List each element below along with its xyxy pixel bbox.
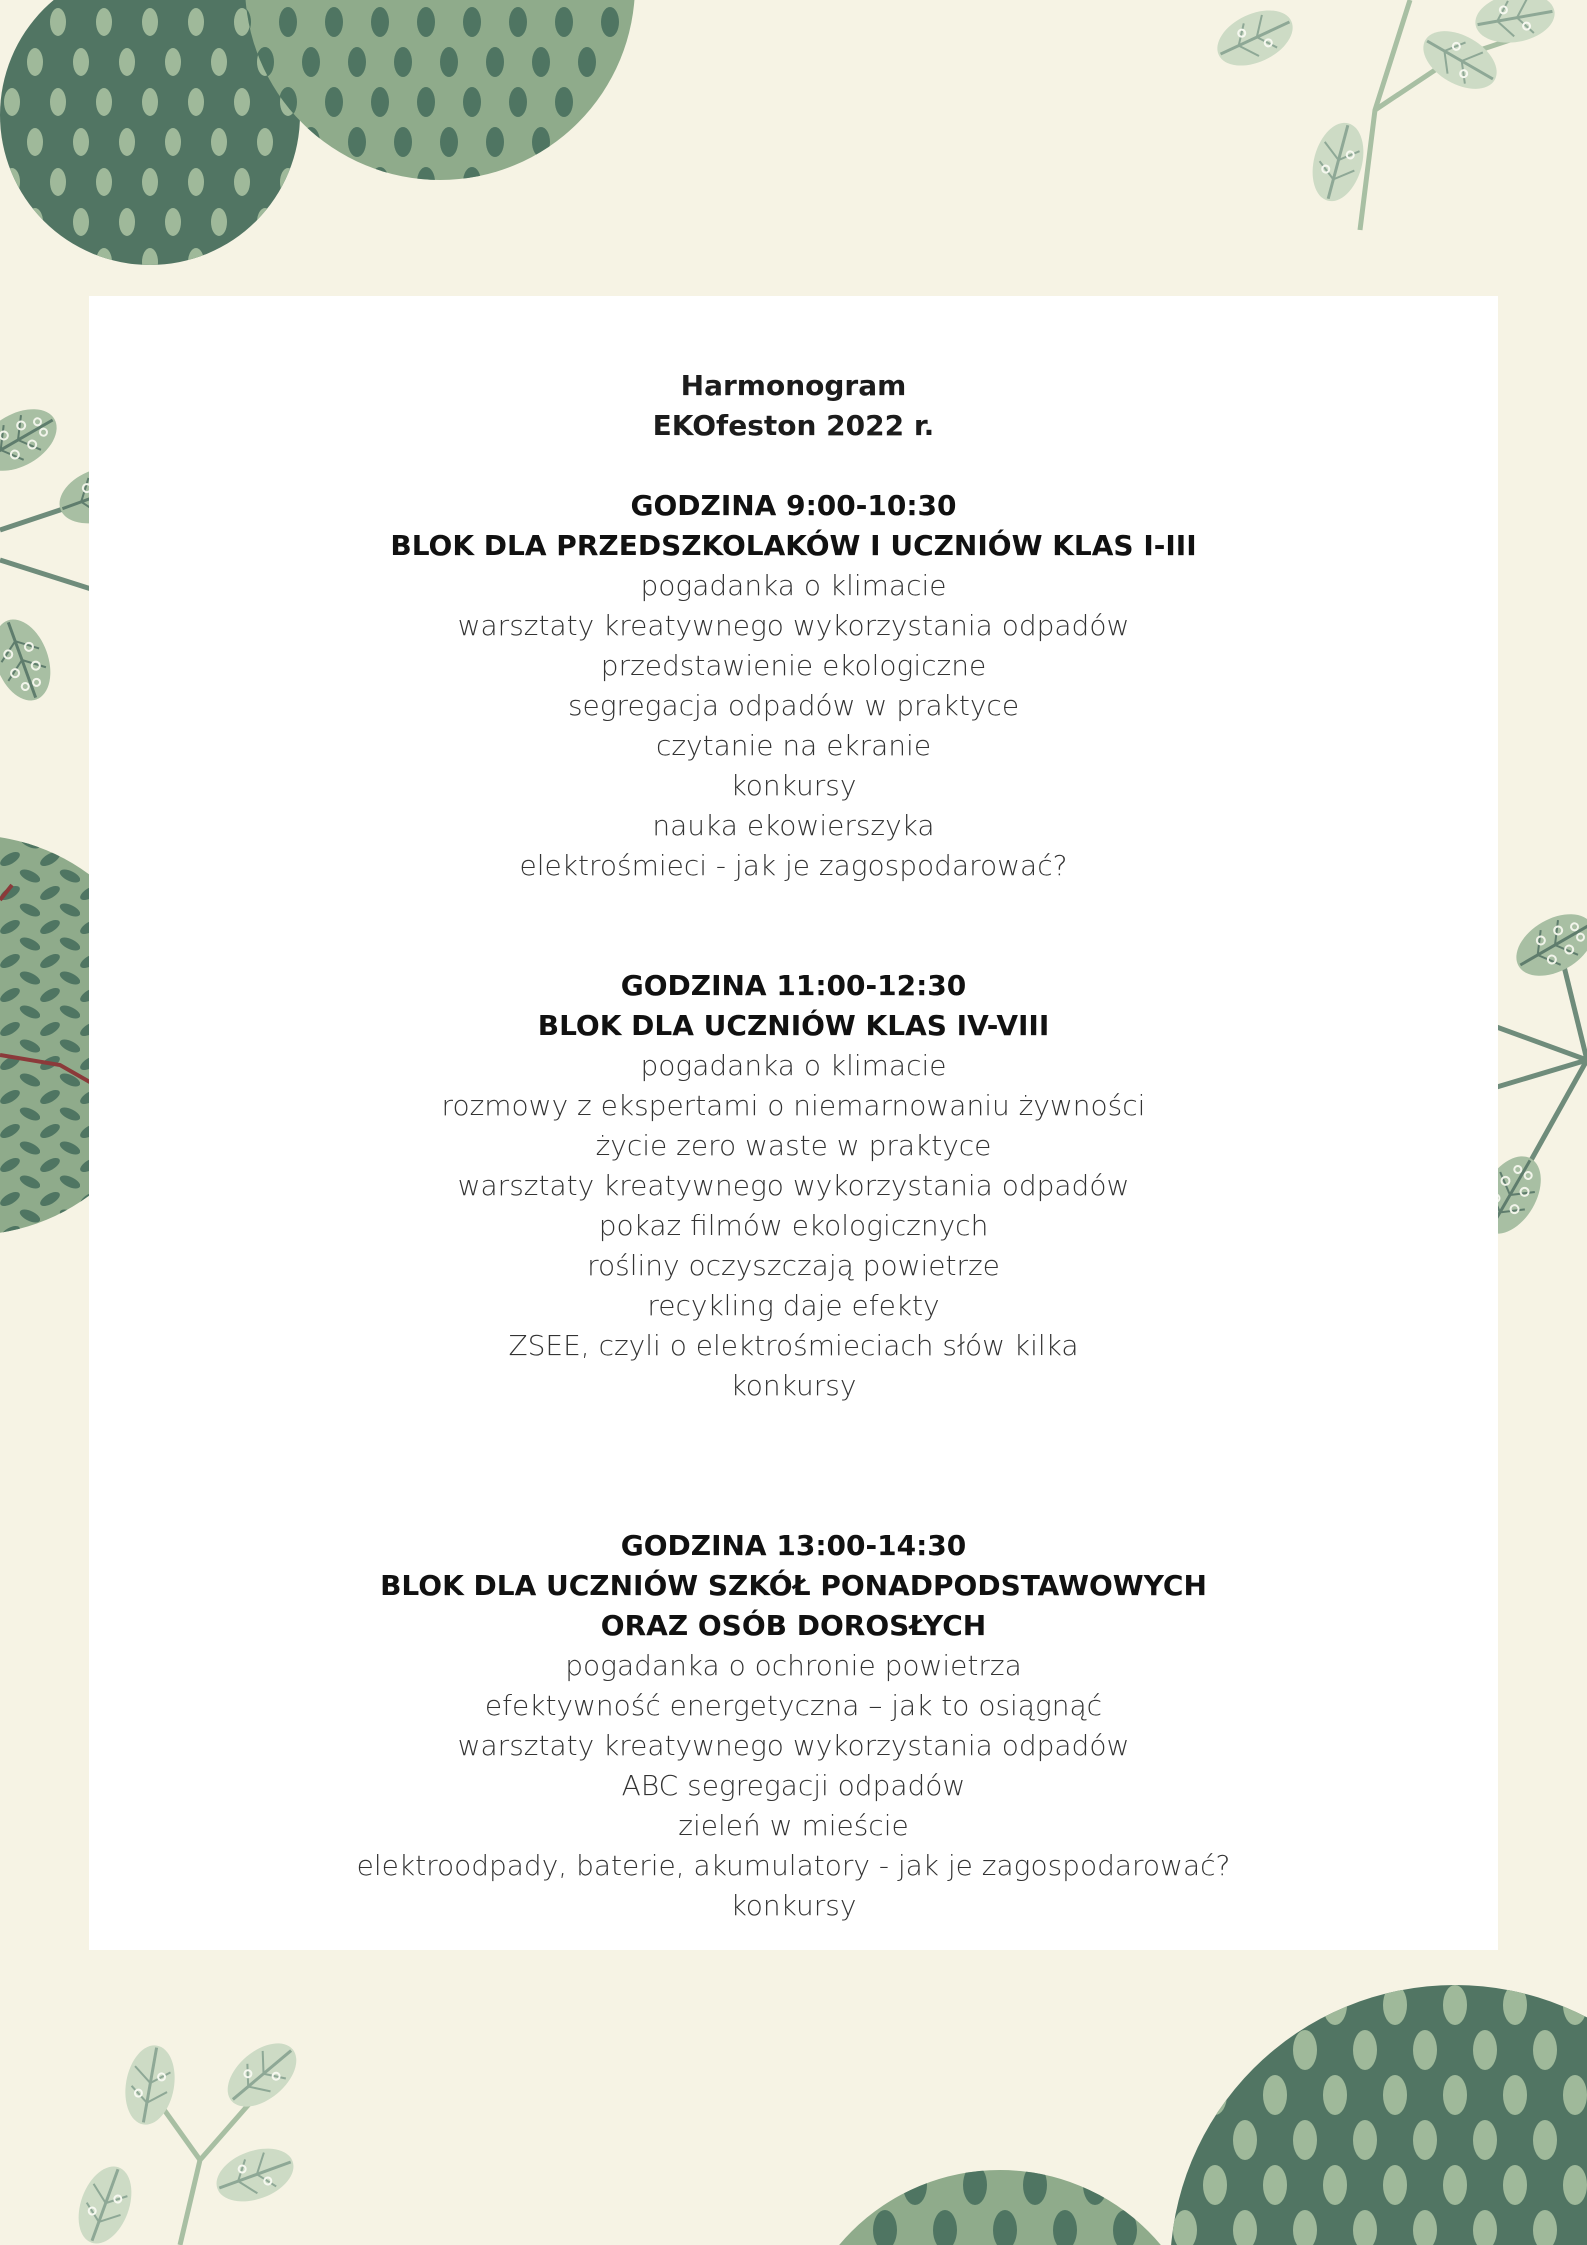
block-time: GODZINA 13:00-14:30 — [620, 1529, 967, 1562]
block-title: BLOK DLA UCZNIÓW SZKÓŁ PONADPODSTAWOWYCH — [380, 1569, 1207, 1602]
list-item: ABC segregacji odpadów — [621, 1769, 966, 1802]
document-title: Harmonogram — [680, 369, 907, 402]
leaf-branch-icon — [69, 2031, 308, 2245]
list-item: pogadanka o klimacie — [640, 569, 947, 602]
list-item: warsztaty kreatywnego wykorzystania odpadów — [457, 1169, 1130, 1202]
list-item: warsztaty kreatywnego wykorzystania odpadów — [457, 1729, 1130, 1762]
block-time: GODZINA 9:00-10:30 — [630, 489, 957, 522]
list-item: rozmowy z ekspertami o niemarnowaniu żywności — [441, 1089, 1146, 1122]
list-item: ZSEE, czyli o elektrośmieciach słów kilka — [508, 1329, 1079, 1362]
schedule-block-2 — [89, 966, 1498, 1406]
schedule-block-1 — [89, 486, 1498, 886]
list-item: recykling daje efekty — [647, 1289, 940, 1322]
list-item: czytanie na ekranie — [655, 729, 932, 762]
list-item: rośliny oczyszczają powietrze — [587, 1249, 1000, 1282]
list-item: życie zero waste w praktyce — [595, 1129, 992, 1162]
block-time: GODZINA 11:00-12:30 — [620, 969, 967, 1002]
list-item: elektrośmieci - jak je zagospodarować? — [519, 849, 1068, 882]
list-item: elektroodpady, baterie, akumulatory - jak je zagospodarować? — [356, 1849, 1231, 1882]
list-item: zieleń w mieście — [678, 1809, 909, 1842]
list-item: efektywność energetyczna – jak to osiągnąć — [484, 1689, 1103, 1722]
schedule-block-3 — [89, 1526, 1498, 1926]
block-title-continued: ORAZ OSÓB DOROSŁYCH — [600, 1609, 987, 1642]
list-item: warsztaty kreatywnego wykorzystania odpadów — [457, 609, 1130, 642]
list-item: pogadanka o klimacie — [640, 1049, 947, 1082]
list-item: pokaz filmów ekologicznych — [598, 1209, 989, 1242]
dotted-circle-icon — [0, 0, 635, 265]
schedule-card — [89, 296, 1498, 1950]
list-item: konkursy — [730, 1369, 857, 1402]
leaf-branch-icon — [1209, 0, 1559, 230]
schedule-content — [89, 366, 1498, 1926]
dotted-circle-icon — [790, 1985, 1587, 2245]
list-item: segregacja odpadów w praktyce — [567, 689, 1020, 722]
list-item: konkursy — [730, 1889, 857, 1922]
document-subtitle: EKOfeston 2022 r. — [652, 409, 935, 442]
list-item: przedstawienie ekologiczne — [600, 649, 987, 682]
list-item: nauka ekowierszyka — [652, 809, 935, 842]
list-item: pogadanka o ochronie powietrza — [565, 1649, 1022, 1682]
list-item: konkursy — [730, 769, 857, 802]
block-title: BLOK DLA UCZNIÓW KLAS IV-VIII — [537, 1009, 1050, 1042]
block-title: BLOK DLA PRZEDSZKOLAKÓW I UCZNIÓW KLAS I-III — [390, 529, 1197, 562]
